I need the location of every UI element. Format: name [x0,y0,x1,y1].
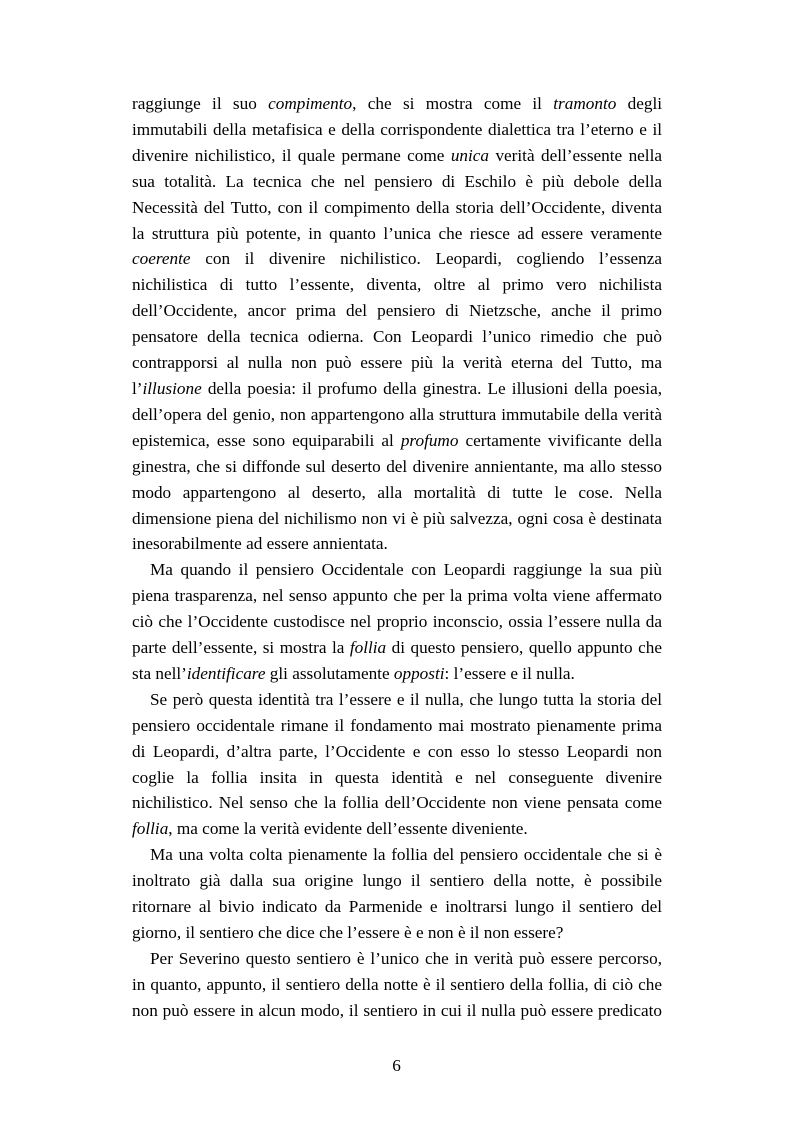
emphasized-text: opposti [393,663,445,683]
text-line [132,894,662,920]
text-run: nichilistica di tutto l’essente, diventa, oltre al primo vero nichilista [132,275,662,295]
paragraph [132,687,662,842]
text-line [132,765,662,791]
text-line [132,609,662,635]
emphasized-text: compimento [268,94,353,113]
text-run: parte dell’essente, si mostra la [132,638,350,658]
text-run: verità dell’essente nella [489,145,662,165]
text-line [132,428,662,454]
text-run: Se però questa identità tra l’essere e il nulla, che lungo tutta la storia del [150,689,662,709]
text-line [132,998,662,1024]
emphasized-text: identificare [186,663,266,683]
text-run: di Leopardi, d’altra parte, l’Occidente e con esso lo stesso Leopardi non [132,741,662,761]
text-run: in quanto, appunto, il sentiero della notte è il sentiero della follia, di ciò che [132,974,662,994]
text-line [132,920,662,946]
emphasized-text: profumo [400,430,459,450]
text-line [132,739,662,765]
text-line [132,583,662,609]
text-run: , ma come la verità evidente dell’essente diveniente. [168,819,528,839]
text-run: sta nell’ [132,663,187,683]
text-run: la struttura più potente, in quanto l’unica che riesce ad essere veramente [132,223,662,243]
text-line [132,169,662,195]
text-run: ciò che l’Occidente custodisce nel proprio inconscio, ossia l’essere nulla da [132,612,662,632]
text-run: , che si mostra come il [352,94,554,113]
text-line [132,972,662,998]
text-run: modo appartengono al deserto, alla mortalità di tutte le cose. Nella [132,482,662,502]
text-run: Per Severino questo sentiero è l’unico che in verità può essere percorso, [150,948,662,968]
text-line [132,868,662,894]
paragraph [132,946,662,1024]
text-run: ritornare al bivio indicato da Parmenide e inoltrarsi lungo il sentiero del [132,897,662,917]
text-line [132,635,662,661]
text-line [132,376,662,402]
text-line [132,506,662,532]
text-line [132,557,662,583]
text-line [132,816,662,842]
text-line [132,842,662,868]
text-line [132,117,662,143]
text-run: dell’Occidente, ancor prima del pensiero di Nietzsche, anche il primo [132,301,662,321]
text-run: ginestra, che si diffonde sul deserto del divenire annientante, ma allo stesso [132,456,662,476]
paragraph [132,842,662,946]
emphasized-text: tramonto [553,94,617,113]
text-line [132,272,662,298]
text-run: sua totalità. La tecnica che nel pensiero di Eschilo è più debole della [132,171,662,191]
text-run: nichilistico. Nel senso che la follia dell’Occidente non viene pensata come [132,793,662,813]
text-run: dimensione piena del nichilismo non vi è più salvezza, ogni cosa è destinata [132,508,662,528]
text-run: degli [616,94,663,113]
emphasized-text: follia [349,638,387,658]
emphasized-text: coerente [132,249,191,269]
emphasized-text: follia [132,819,169,839]
text-run: inesorabilmente ad essere annientata. [132,534,388,554]
text-run: Necessità del Tutto, con il compimento della storia dell’Occidente, diventa [132,197,662,217]
text-line [132,661,662,687]
page-number: 6 [392,1056,401,1075]
text-run: di questo pensiero, quello appunto che [386,638,662,658]
text-line [132,946,662,972]
text-run: giorno, il sentiero che dice che l’essere è e non è il non essere? [132,923,564,942]
text-run: divenire nichilistico, il quale permane come [132,145,451,165]
text-run: con il divenire nichilistico. Leopardi, cogliendo l’essenza [190,249,662,269]
text-run: certamente vivificante della [458,430,662,450]
text-run: epistemica, esse sono equiparabili al [132,430,401,450]
text-line [132,531,662,557]
text-line [132,687,662,713]
text-run: della poesia: il profumo della ginestra. Le illusioni della poesia, [201,378,662,398]
text-line [132,324,662,350]
text-run: : l’essere e il nulla. [444,663,575,683]
body-text [132,91,662,1024]
text-line [132,713,662,739]
text-run: Ma una volta colta pienamente la follia del pensiero occidentale che si è [150,845,662,865]
text-line [132,790,662,816]
text-line [132,91,662,117]
text-line [132,350,662,376]
emphasized-text: unica [450,145,489,165]
text-run: pensatore della tecnica odierna. Con Leopardi l’unico rimedio che può [132,327,662,347]
text-run: Ma quando il pensiero Occidentale con Leopardi raggiunge la sua più [150,560,662,580]
text-line [132,195,662,221]
text-line [132,480,662,506]
text-line [132,454,662,480]
text-run: pensiero occidentale rimane il fondamento mai mostrato pienamente prima [132,715,662,735]
text-run: non può essere in alcun modo, il sentiero in cui il nulla può essere predicato [132,1000,662,1020]
emphasized-text: illusione [142,378,202,398]
text-run: l’ [132,378,143,398]
paragraph [132,557,662,687]
text-run: contrapporsi al nulla non può essere più la verità eterna del Tutto, ma [132,353,662,373]
text-line [132,221,662,247]
text-run: coglie la follia insita in questa identità e nel conseguente divenire [132,767,662,787]
text-line [132,298,662,324]
text-line [132,402,662,428]
text-run: immutabili della metafisica e della corrispondente dialettica tra l’eterno e il [132,119,662,139]
text-run: inoltrato già dalla sua origine lungo il sentiero della notte, è possibile [132,871,662,891]
paragraph [132,91,662,557]
text-run: piena trasparenza, nel senso appunto che per la prima volta viene affermato [132,586,662,606]
text-run: raggiunge il suo [132,94,269,113]
text-run: gli assolutamente [265,663,394,683]
text-run: dell’opera del genio, non appartengono alla struttura immutabile della verità [132,404,662,424]
text-line [132,246,662,272]
text-line [132,143,662,169]
